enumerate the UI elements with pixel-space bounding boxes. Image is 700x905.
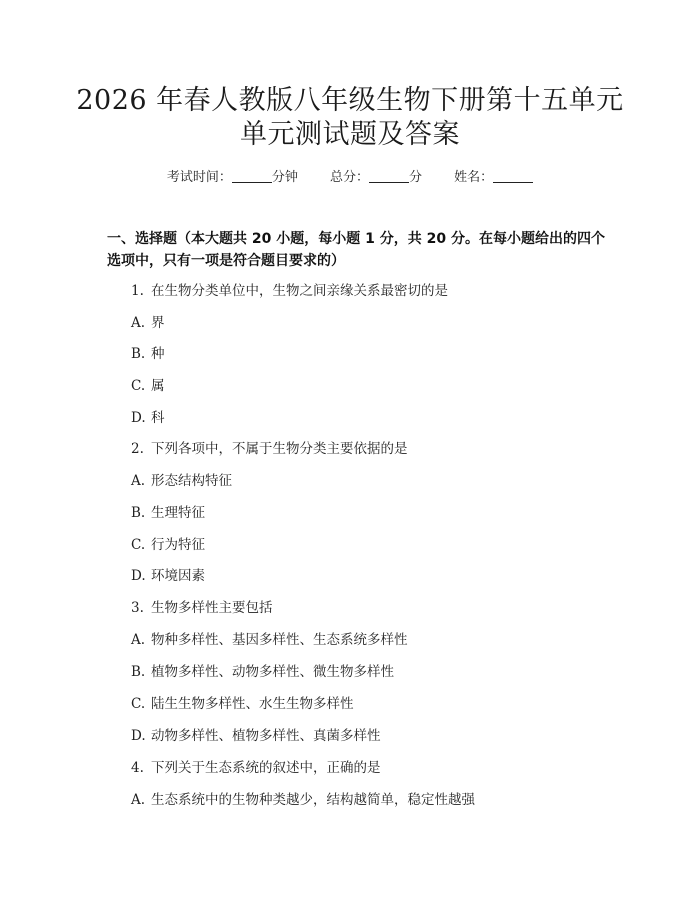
exam-meta: [0, 168, 700, 188]
page-title-line1: 2026 年春人教版八年级生物下册第十五单元: [76, 85, 624, 116]
option-text: 种: [151, 346, 165, 362]
option-text: 生态系统中的生物种类越少，结构越简单，稳定性越强: [151, 792, 475, 808]
exam-time-unit: 分钟: [271, 170, 298, 185]
option-2b: [131, 503, 205, 523]
question-text: 下列关于生态系统的叙述中，正确的是: [151, 760, 381, 776]
question-3: [131, 598, 273, 618]
question-2: [131, 439, 408, 459]
exam-score: [330, 170, 422, 185]
option-label: D.: [131, 568, 146, 584]
question-number: 1.: [131, 283, 144, 299]
option-label: C.: [131, 378, 146, 394]
exam-name: [454, 170, 533, 185]
option-3d: [131, 726, 381, 746]
option-2d: [131, 566, 205, 586]
option-text: 形态结构特征: [151, 473, 232, 489]
option-1b: [131, 344, 165, 364]
option-label: A.: [131, 473, 146, 489]
question-number: 3.: [131, 600, 144, 616]
option-2c: [131, 535, 205, 555]
page-title-line2: 单元测试题及答案: [240, 119, 460, 150]
option-text: 科: [151, 410, 165, 426]
option-3a: [131, 630, 408, 650]
option-label: D.: [131, 728, 146, 744]
option-label: B.: [131, 505, 146, 521]
question-1: [131, 281, 448, 301]
section-heading: 一、选择题（本大题共 20 小题，每小题 1 分，共 20 分。在每小题给出的四个选项中，只有一项是符合题目要求的）: [107, 231, 605, 269]
option-label: C.: [131, 696, 146, 712]
question-text: 生物多样性主要包括: [151, 600, 273, 616]
option-text: 动物多样性、植物多样性、真菌多样性: [151, 728, 381, 744]
question-4: [131, 758, 381, 778]
option-3b: [131, 662, 394, 682]
option-2a: [131, 471, 232, 491]
option-4a: [131, 790, 475, 810]
option-3c: [131, 694, 354, 714]
question-text: 在生物分类单位中，生物之间亲缘关系最密切的是: [151, 283, 448, 299]
option-label: B.: [131, 664, 146, 680]
exam-score-blank: [369, 168, 409, 183]
exam-score-label: 总分：: [329, 170, 369, 185]
option-1a: [131, 313, 165, 333]
exam-name-blank: [493, 168, 533, 183]
option-text: 物种多样性、基因多样性、生态系统多样性: [151, 632, 408, 648]
option-text: 行为特征: [151, 537, 205, 553]
option-label: B.: [131, 346, 146, 362]
exam-time-label: 考试时间：: [166, 170, 232, 185]
option-text: 属: [151, 378, 165, 394]
option-text: 植物多样性、动物多样性、微生物多样性: [151, 664, 394, 680]
question-text: 下列各项中，不属于生物分类主要依据的是: [151, 441, 408, 457]
option-text: 生理特征: [151, 505, 205, 521]
option-label: C.: [131, 537, 146, 553]
option-label: A.: [131, 632, 146, 648]
exam-name-label: 姓名：: [454, 170, 494, 185]
option-text: 陆生生物多样性、水生生物多样性: [151, 696, 354, 712]
exam-time: [167, 170, 298, 185]
option-label: A.: [131, 792, 146, 808]
option-text: 界: [151, 315, 165, 331]
option-text: 环境因素: [151, 568, 205, 584]
question-number: 4.: [131, 760, 144, 776]
exam-score-unit: 分: [409, 170, 423, 185]
exam-time-blank: [232, 168, 272, 183]
option-label: D.: [131, 410, 146, 426]
option-label: A.: [131, 315, 146, 331]
question-number: 2.: [131, 441, 144, 457]
option-1d: [131, 408, 165, 428]
option-1c: [131, 376, 165, 396]
